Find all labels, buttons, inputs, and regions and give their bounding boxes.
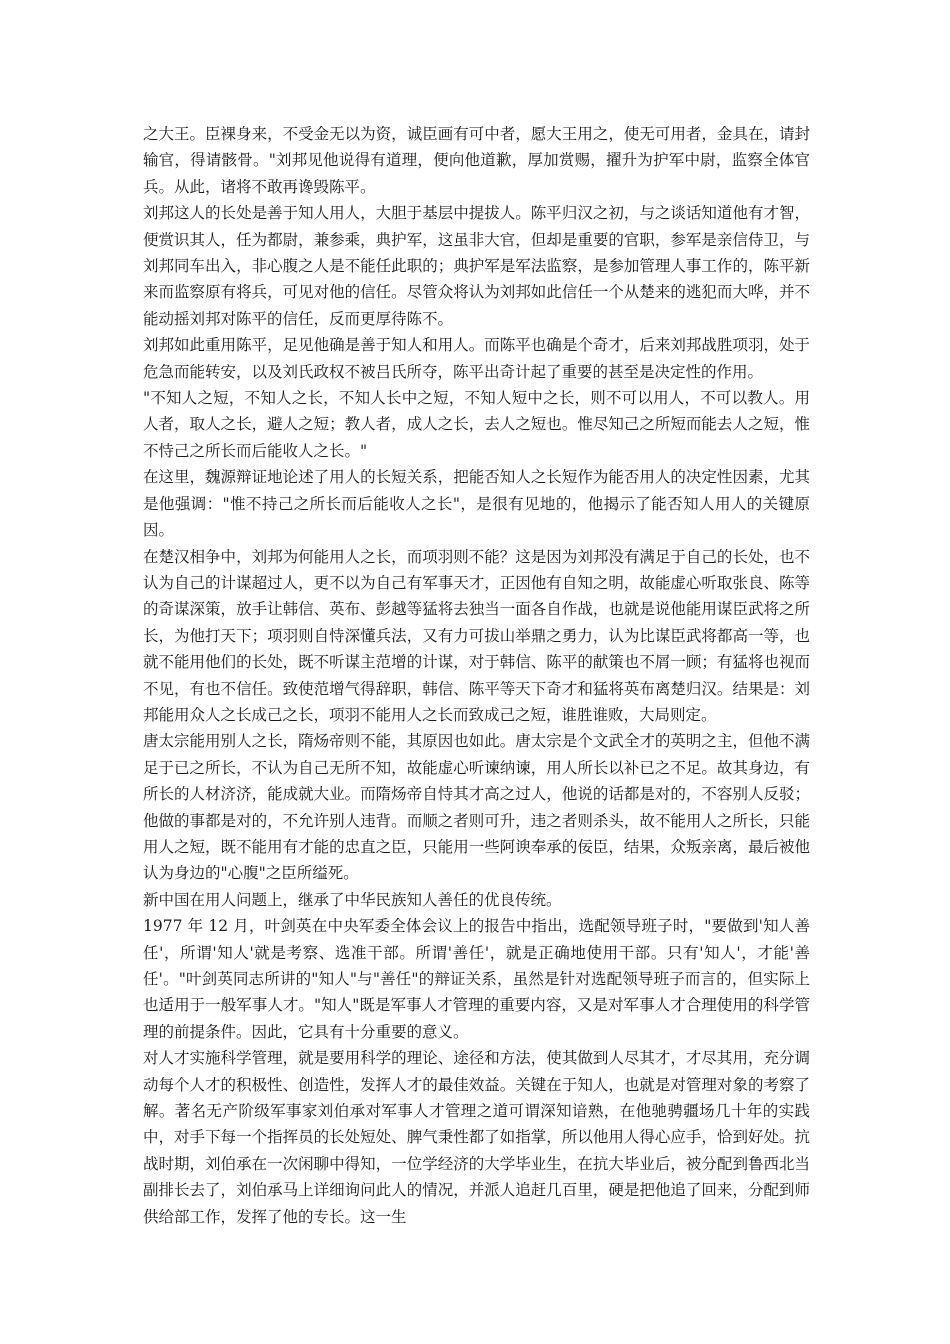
paragraph: 在楚汉相争中，刘邦为何能用人之长，而项羽则不能？这是因为刘邦没有满足于自己的长处，也不认为自己的计谋超过人，更不以为自己有军事天才，正因他有自知之明，故能虚心听取张良、陈等的奇谋深策，放手让韩信、英布、彭越等猛将去独当一面各自作战，也就是说他能用谋臣武将之所长，为他打天下；项羽则自恃深懂兵法，又有力可拔山举鼎之勇力，认为比谋臣武将都高一等，也就不能用他们的长处，既不听谋主范增的计谋，对于韩信、陈平的献策也不屑一顾；有猛将也视而不见，有也不信任。致使范增气得辞职，韩信、陈平等天下奇才和猛将英布离楚归汉。结果是：刘邦能用众人之长成己之长，项羽不能用人之长而致成己之短，谁胜谁败，大局则定。	[143, 547, 810, 724]
paragraph: 新中国在用人问题上，继承了中华民族知人善任的优良传统。	[143, 890, 562, 909]
document-body	[143, 121, 810, 1230]
paragraph: 对人才实施科学管理，就是要用科学的理论、途径和方法，使其做到人尽其才，才尽其用，充分调动每个人才的积极性、创造性，发挥人才的最佳效益。关键在于知人，也就是对管理对象的考察了解。著名无产阶级军事家刘伯承对军事人才管理之道可谓深知谙熟，在他驰骋疆场几十年的实践中，对手下每一个指挥员的长处短处、脾气秉性都了如指掌，所以他用人得心应手，恰到好处。抗战时期，刘伯承在一次闲聊中得知，一位学经济的大学毕业生，在抗大毕业后，被分配到鲁西北当副排长去了，刘伯承马上详细询问此人的情况，并派人追赶几百里，硬是把他追了回来，分配到师供给部工作，发挥了他的专长。这一生	[143, 1049, 810, 1226]
paragraph: 刘邦如此重用陈平，足见他确是善于知人和用人。而陈平也确是个奇才，后来刘邦战胜项羽，处于危急而能转安，以及刘氏政权不被吕氏所夺，陈平出奇计起了重要的甚至是决定性的作用。	[143, 336, 810, 381]
paragraph: 1977 年 12 月，叶剑英在中央军委全体会议上的报告中指出，选配领导班子时，"要做到'知人善任'，所谓'知人'就是考察、选准干部。所谓'善任'，就是正确地使用干部。只有'知人'，才能'善任'。"叶剑英同志所讲的"知人"与"善任"的辩证关系，虽然是针对选配领导班子而言的，但实际上也适用于一般军事人才。"知人"既是军事人才管理的重要内容，又是对军事人才合理使用的科学管理的前提条件。因此，它具有十分重要的意义。	[143, 917, 810, 1041]
paragraph: 之大王。臣裸身来，不受金无以为资，诚臣画有可中者，愿大王用之，使无可用者，金具在，请封输官，得请骸骨。"刘邦见他说得有道理，便向他道歉，厚加赏赐，擢升为护军中尉，监察全体官兵。从此，诸将不敢再谗毁陈平。	[143, 125, 810, 196]
paragraph: 唐太宗能用别人之长，隋炀帝则不能，其原因也如此。唐太宗是个文武全才的英明之主，但他不满足于已之所长，不认为自己无所不知，故能虚心听谏纳谏，用人所长以补已之不足。故其身边，有所长的人材济济，能成就大业。而隋炀帝自恃其才高之过人，他说的话都是对的，不容别人反驳；他做的事都是对的，不允许别人违背。而顺之者则可升，违之者则杀头，故不能用人之所长，只能用人之短，既不能用有才能的忠直之臣，只能用一些阿谀奉承的佞臣，结果，众叛亲离，最后被他认为身边的"心腹"之臣所缢死。	[143, 732, 810, 883]
paragraph: 刘邦这人的长处是善于知人用人，大胆于基层中提拔人。陈平归汉之初，与之谈话知道他有才智，便赏识其人，任为都尉，兼参乘，典护军，这虽非大官，但却是重要的官职，参军是亲信侍卫，与刘邦同车出入，非心腹之人是不能任此职的；典护军是军法监察，是参加管理人事工作的，陈平新来而监察原有将兵，可见对他的信任。尽管众将认为刘邦如此信任一个从楚来的逃犯而大哗，并不能动摇刘邦对陈平的信任，反而更厚待陈不。	[143, 204, 810, 328]
paragraph: 在这里，魏源辩证地论述了用人的长短关系，把能否知人之长短作为能否用人的决定性因素，尤其是他强调："惟不持己之所长而后能收人之长"，是很有见地的，他揭示了能否知人用人的关键原因。	[143, 468, 810, 540]
paragraph: "不知人之短，不知人之长，不知人长中之短，不知人短中之长，则不可以用人，不可以教人。用人者，取人之长，避人之短；教人者，成人之长，去人之短也。惟尽知己之所短而能去人之短，惟不恃己之所长而后能收人之长。"	[143, 389, 810, 460]
